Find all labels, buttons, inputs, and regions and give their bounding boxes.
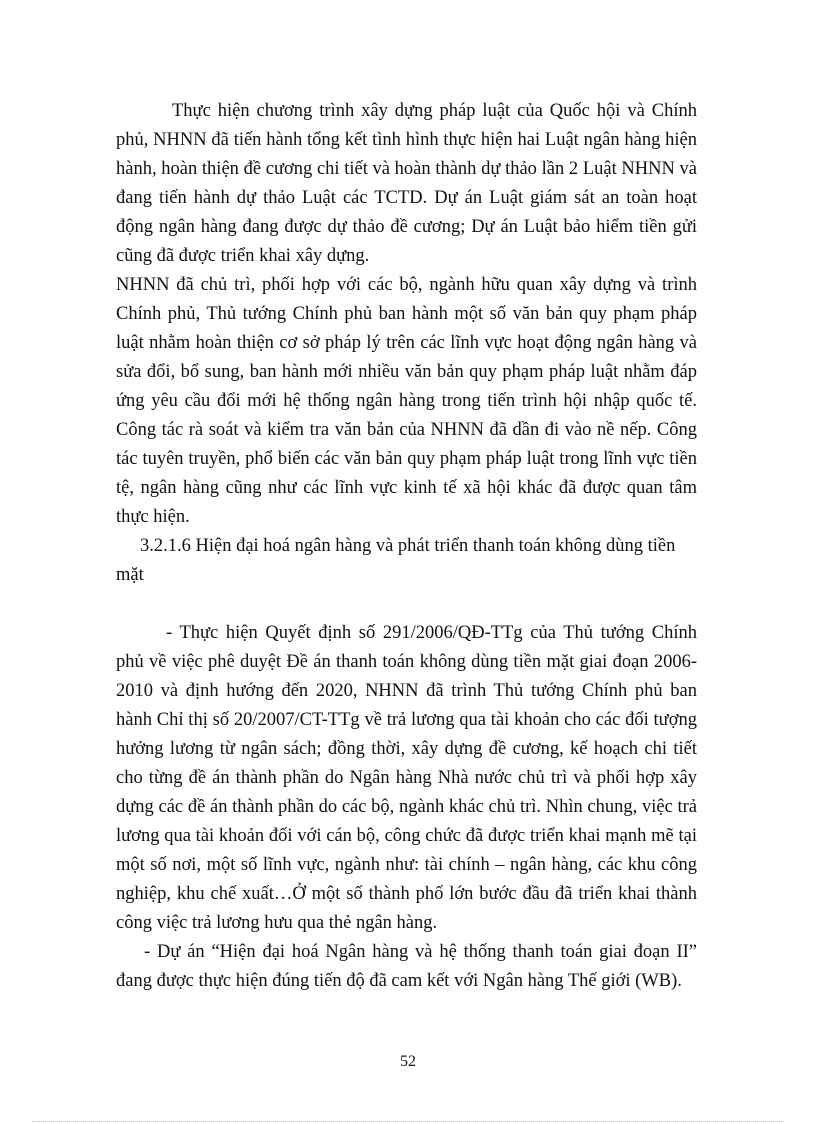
paragraph-legal-documents: NHNN đã chủ trì, phối hợp với các bộ, ngành hữu quan xây dựng và trình Chính phủ, Thủ tướng Chính phủ ban hành một số văn bản quy phạm pháp luật nhằm hoàn thiện cơ sở pháp lý trên các lĩnh vực hoạt động ngân hàng và sửa đổi, bổ sung, ban hành mới nhiều văn bản quy phạm pháp luật nhằm đáp ứng yêu cầu đổi mới hệ thống ngân hàng trong tiến trình hội nhập quốc tế. Công tác rà soát và kiểm tra văn bản của NHNN đã dần đi vào nề nếp. Công tác tuyên truyền, phổ biến các văn bản quy phạm pháp luật trong lĩnh vực tiền tệ, ngân hàng cũng như các lĩnh vực kinh tế xã hội khác đã được quan tâm thực hiện. [116,275,697,527]
paragraph-cashless-payment: - Thực hiện Quyết định số 291/2006/QĐ-TTg của Thủ tướng Chính phủ về việc phê duyệt Đề án thanh toán không dùng tiền mặt giai đoạn 2006-2010 và định hướng đến 2020, NHNN đã trình Thủ tướng Chính phủ ban hành Chỉ thị số 20/2007/CT-TTg về trả lương qua tài khoản cho các đối tượng hưởng lương từ ngân sách; đồng thời, xây dựng đề cương, kế hoạch chi tiết cho từng đề án thành phần do Ngân hàng Nhà nước chủ trì và phối hợp xây dựng các đề án thành phần do các bộ, ngành khác chủ trì. Nhìn chung, việc trả lương qua tài khoản đối với cán bộ, công chức đã được triển khai mạnh mẽ tại một số nơi, một số lĩnh vực, ngành như: tài chính – ngân hàng, các khu công nghiệp, khu chế xuất…Ở một số thành phố lớn bước đầu đã triển khai thành công việc trả lương hưu qua thẻ ngân hàng. [116,623,697,933]
paragraph-modernization-project: - Dự án “Hiện đại hoá Ngân hàng và hệ thống thanh toán giai đoạn II” đang được thực hiện đúng tiến độ đã cam kết với Ngân hàng Thế giới (WB). [116,942,697,991]
document-body [116,97,697,996]
page-number: 52 [400,1053,416,1070]
paragraph-legislation-program: Thực hiện chương trình xây dựng pháp luật của Quốc hội và Chính phủ, NHNN đã tiến hành tổng kết tình hình thực hiện hai Luật ngân hàng hiện hành, hoàn thiện đề cương chi tiết và hoàn thành dự thảo lần 2 Luật NHNN và đang tiến hành dự thảo Luật các TCTD. Dự án Luật giám sát an toàn hoạt động ngân hàng đang được dự thảo đề cương; Dự án Luật bảo hiểm tiền gửi cũng đã được triển khai xây dựng. [116,101,697,266]
paragraph-spacer [116,590,697,619]
page-bottom-divider [32,1121,784,1122]
section-heading: 3.2.1.6 Hiện đại hoá ngân hàng và phát triển thanh toán không dùng tiền mặt [116,536,676,585]
